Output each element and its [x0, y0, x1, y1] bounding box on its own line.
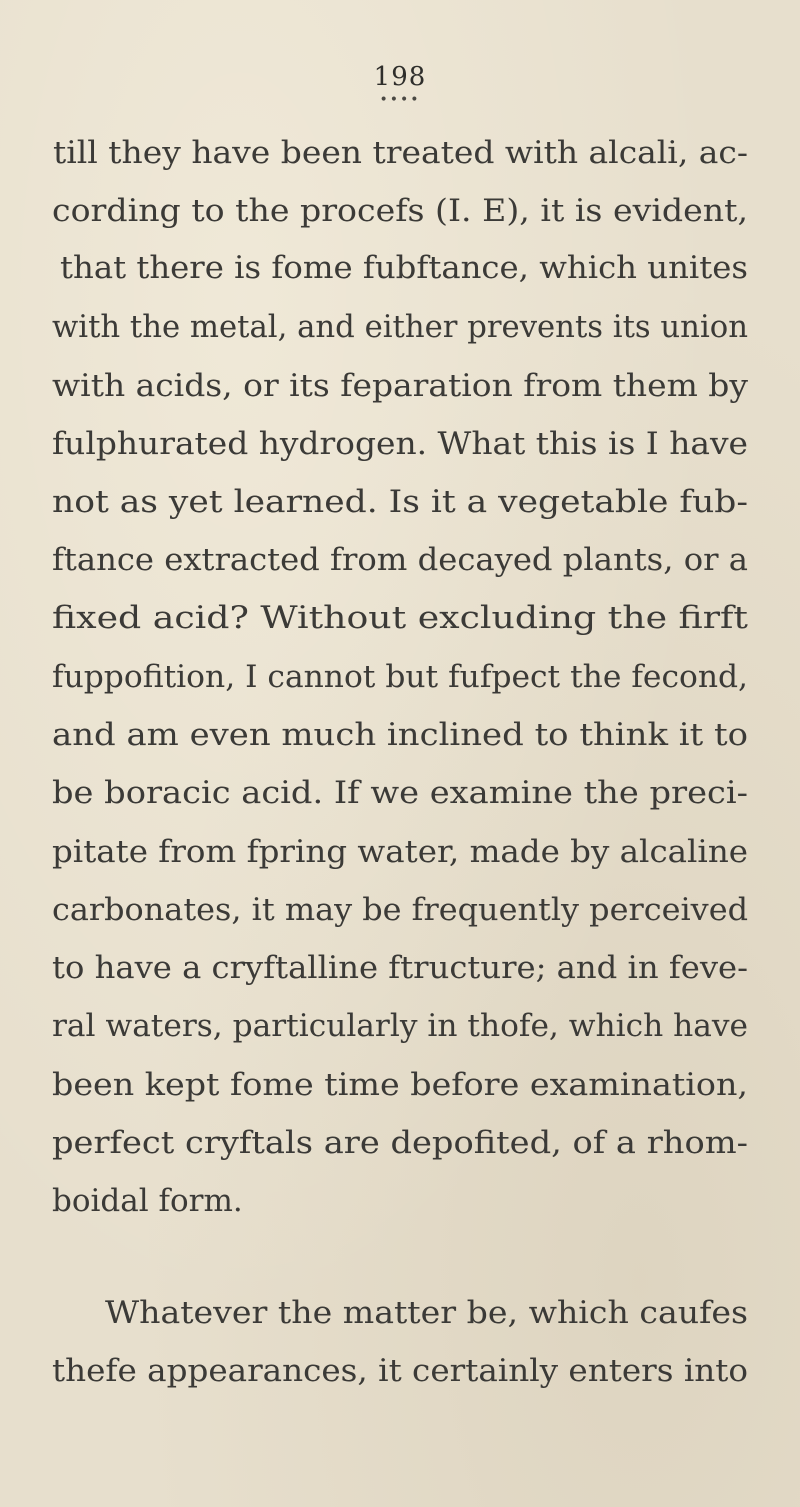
text-line: to have a cryftalline ftructure; and in feve-	[52, 950, 749, 986]
text-line: fixed acid? Without excluding the firft	[52, 600, 748, 636]
text-line: fulphurated hydrogen. What this is I have	[52, 426, 748, 462]
text-line: that there is fome fubftance, which unites	[60, 250, 748, 286]
text-line: ftance extracted from decayed plants, or a	[52, 542, 748, 578]
page-number: 198	[373, 62, 427, 92]
text-line: Whatever the matter be, which caufes	[105, 1295, 748, 1331]
text-line: pitate from fpring water, made by alcaline	[52, 834, 748, 870]
text-line: and am even much inclined to think it to	[52, 717, 748, 753]
text-line: carbonates, it may be frequently perceived	[52, 892, 748, 928]
text-line: perfect cryftals are depofited, of a rhom-	[52, 1125, 748, 1161]
text-line: be boracic acid. If we examine the preci-	[52, 775, 749, 811]
text-line: been kept fome time before examination,	[52, 1067, 748, 1103]
text-line: thefe appearances, it certainly enters into	[52, 1353, 748, 1389]
text-line: cording to the procefs (I. E), it is evident,	[52, 193, 748, 229]
text-line: ral waters, particularly in thofe, which have	[52, 1008, 748, 1044]
text-line: with the metal, and either prevents its union	[52, 309, 748, 345]
text-line: with acids, or its feparation from them by	[52, 368, 748, 404]
text-line: till they have been treated with alcali, ac-	[53, 135, 748, 171]
text-line: not as yet learned. Is it a vegetable fub-	[52, 484, 748, 520]
signature-mark: ••••	[379, 92, 421, 108]
text-line: fuppofition, I cannot but fufpect the fecond,	[52, 659, 748, 695]
text-line: boidal form.	[52, 1183, 243, 1219]
